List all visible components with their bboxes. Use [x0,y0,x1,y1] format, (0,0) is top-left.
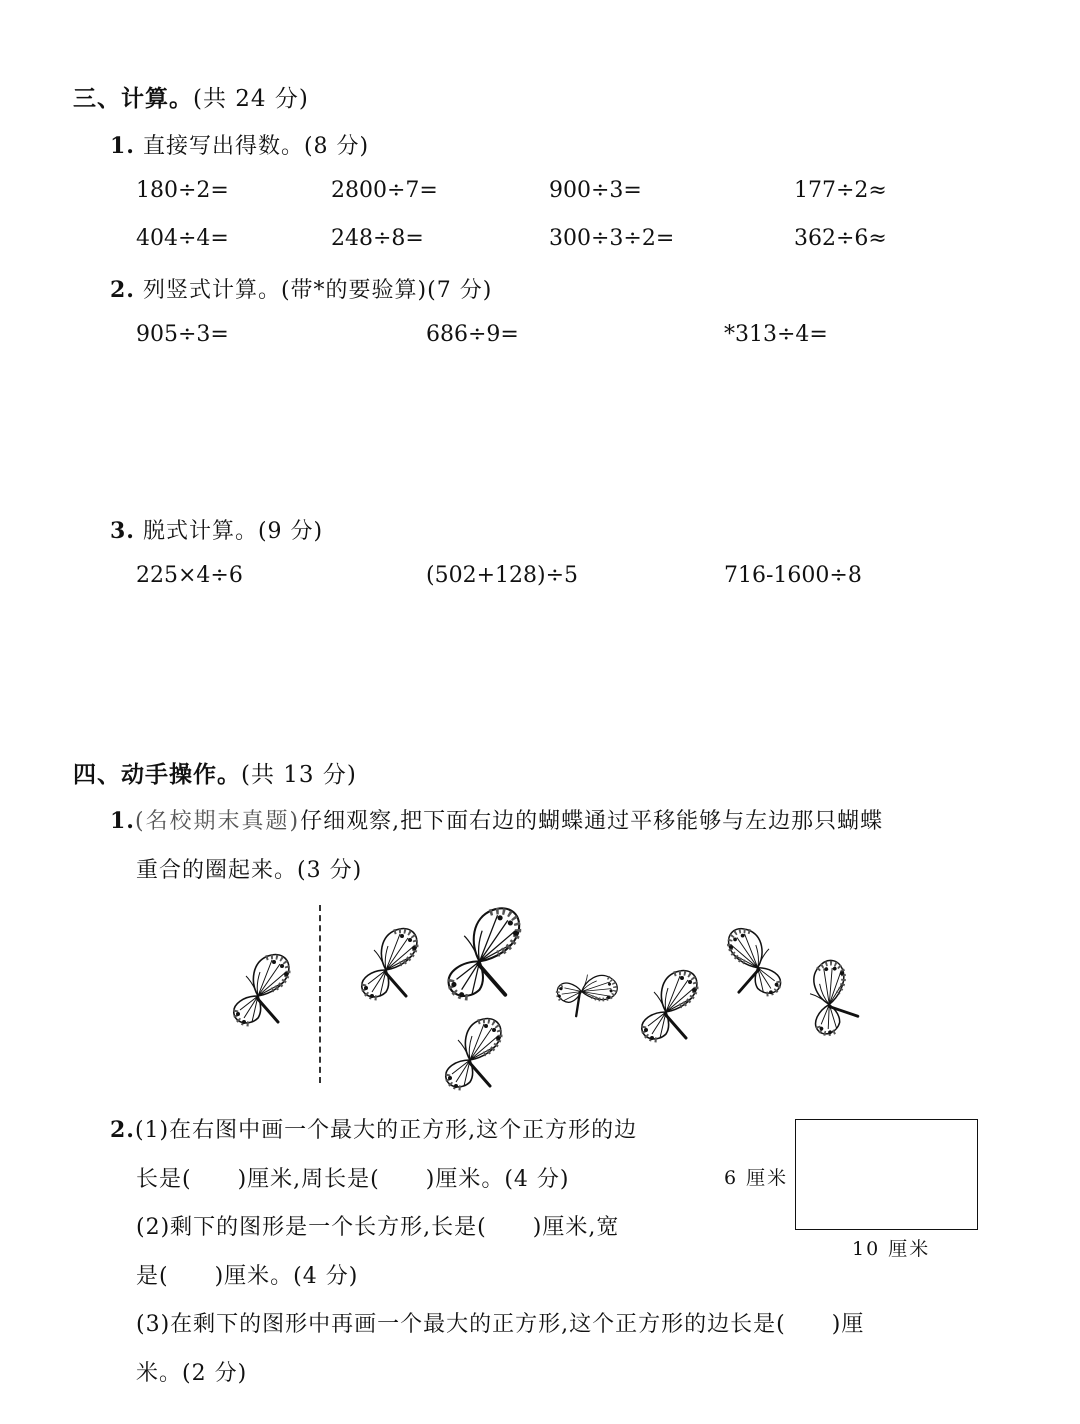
q3-3-prompt [110,514,323,545]
candidate-butterfly[interactable] [440,905,532,1005]
stepwise-calc-item: 716-1600÷8 [724,563,862,588]
q4-2-part2-line2: 是( )厘米。(4 分) [136,1264,359,1289]
vertical-calc-item: *313÷4= [724,322,828,347]
q3-2-text: 列竖式计算。(带*的要验算)(7 分) [142,278,493,303]
oral-calc-item: 2800÷7= [331,178,438,203]
q4-2-part2-line1: (2)剩下的图形是一个长方形,长是( )厘米,宽 [136,1215,620,1240]
rectangle-shape[interactable] [795,1119,978,1230]
q3-1-text: 直接写出得数。(8 分) [142,134,370,159]
oral-calc-item: 248÷8= [331,226,424,251]
stepwise-calc-item: 225×4÷6 [136,563,243,588]
q4-1-text-line1: 仔细观察,把下面右边的蝴蝶通过平移能够与左边那只蝴蝶 [300,809,884,834]
q3-2-prompt [110,273,492,304]
q3-1-prompt [110,129,369,160]
oral-calc-item: 900÷3= [549,178,642,203]
q3-3-number: 3. [110,518,135,544]
reference-butterfly [228,952,298,1030]
q4-2-number: 2. [110,1117,135,1143]
oral-calc-item: 177÷2≈ [794,178,887,203]
rectangle-height-label: 6 厘米 [724,1167,789,1189]
q4-2-part1-line2: 长是( )厘米,周长是( )厘米。(4 分) [136,1167,570,1192]
section-3-title: 三、计算。 [73,85,193,112]
stepwise-calc-item: (502+128)÷5 [426,563,579,588]
q4-2-part1-line1 [110,1113,637,1144]
section-4-score: (共 13 分) [241,762,357,788]
oral-calc-item: 404÷4= [136,226,229,251]
section-3-heading [73,80,309,113]
q4-1-number: 1. [110,808,135,834]
q4-1-prompt [110,804,883,835]
vertical-calc-item: 686÷9= [426,322,519,347]
section-4-title: 四、动手操作。 [73,761,241,788]
q4-2-part3-line2: 米。(2 分) [136,1361,248,1386]
q4-2-part3-line1: (3)在剩下的图形中再画一个最大的正方形,这个正方形的边长是( )厘 [136,1312,865,1337]
vertical-calc-item: 905÷3= [136,322,229,347]
q4-1-source: (名校期末真题) [134,809,301,834]
oral-calc-item: 362÷6≈ [794,226,887,251]
candidate-butterfly[interactable] [798,958,864,1038]
oral-calc-item: 300÷3÷2= [549,226,675,251]
q3-1-number: 1. [110,133,135,159]
candidate-butterfly[interactable] [546,962,628,1022]
q4-2-part1-text: (1)在右图中画一个最大的正方形,这个正方形的边 [134,1118,638,1143]
section-3-score: (共 24 分) [193,86,309,112]
candidate-butterfly[interactable] [720,926,786,1000]
oral-calc-item: 180÷2= [136,178,229,203]
candidate-butterfly[interactable] [356,926,426,1004]
rectangle-width-label: 10 厘米 [852,1238,931,1260]
q3-3-text: 脱式计算。(9 分) [142,519,324,544]
q4-1-text-line2: 重合的圈起来。(3 分) [136,858,363,883]
q3-2-number: 2. [110,277,135,303]
candidate-butterfly[interactable] [636,968,706,1046]
section-4-heading [73,756,357,789]
candidate-butterfly[interactable] [440,1016,510,1094]
divider-dashed-line [319,905,321,1083]
